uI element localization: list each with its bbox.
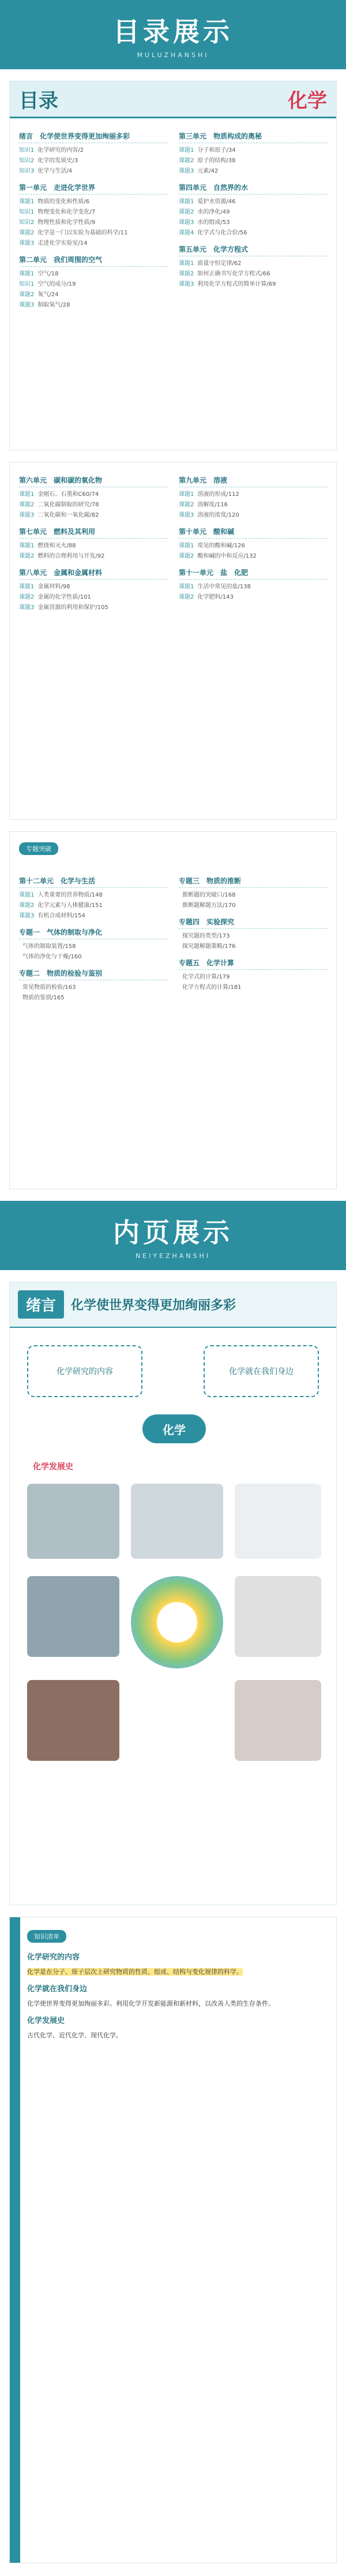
photo-3 bbox=[235, 1484, 321, 1559]
toc-entry[interactable] bbox=[179, 582, 327, 592]
toc-entry-number: 课题1 bbox=[179, 260, 194, 267]
toc-col-left bbox=[19, 125, 167, 311]
toc-entry[interactable] bbox=[179, 490, 327, 500]
toc-entry[interactable] bbox=[179, 983, 327, 993]
toc-entry-number: 课题3 bbox=[19, 240, 35, 247]
toc-entry-text: 有机合成材料/154 bbox=[37, 913, 85, 919]
toc-entry[interactable] bbox=[179, 279, 327, 290]
toc-label: 目录 bbox=[19, 89, 58, 113]
history-label: 化学发展史 bbox=[33, 1462, 73, 1472]
toc-entry-number: 课题1 bbox=[19, 892, 35, 898]
toc-columns bbox=[10, 863, 336, 1010]
toc-entry-number: 课题1 bbox=[19, 199, 35, 205]
toc-entry-text: 利用化学方程式的简单计算/69 bbox=[197, 281, 276, 288]
toc-entry[interactable] bbox=[19, 290, 167, 300]
toc-entry[interactable] bbox=[19, 500, 167, 510]
section-1-highlight: 化学是在分子、原子层次上研究物质的性质、组成、结构与变化规律的科学。 bbox=[27, 1968, 243, 1976]
section-1-text bbox=[27, 1966, 329, 1978]
toc-entry[interactable] bbox=[179, 259, 327, 269]
toc-entry[interactable] bbox=[179, 510, 327, 521]
toc-entry-text: 金刚石、石墨和C60/74 bbox=[37, 491, 99, 498]
toc-entry-text: 金属资源的利用和保护/105 bbox=[37, 604, 108, 611]
toc-entry-text: 化学是一门以实验为基础的科学/11 bbox=[37, 230, 128, 236]
inner-banner bbox=[0, 1201, 346, 1270]
toc-entry[interactable] bbox=[19, 279, 167, 290]
toc-entry-number: 课题3 bbox=[179, 219, 194, 226]
toc-entry-text: 探究题解题策略/176 bbox=[182, 943, 236, 950]
toc-entry[interactable] bbox=[19, 207, 167, 218]
section-2-title: 化学就在我们身边 bbox=[27, 1985, 88, 1993]
inner-banner-title: 内页展示 bbox=[113, 1216, 233, 1248]
knowledge-tag: 知识清单 bbox=[27, 1930, 66, 1943]
toc-entry[interactable] bbox=[19, 942, 167, 952]
toc-entry[interactable] bbox=[19, 911, 167, 921]
toc-entry[interactable] bbox=[19, 952, 167, 962]
toc-col-right bbox=[179, 125, 327, 311]
toc-unit-title[interactable]: 第八单元 金属和金属材料 bbox=[19, 568, 167, 580]
catalog-banner bbox=[0, 0, 346, 69]
toc-entry[interactable] bbox=[19, 300, 167, 311]
toc-entry-number: 知识2 bbox=[19, 158, 35, 164]
toc-entry-text: 推断题的突破口/168 bbox=[182, 892, 236, 898]
toc-page-3 bbox=[9, 831, 337, 1189]
toc-entry-text: 元素/42 bbox=[197, 168, 219, 174]
toc-entry-text: 空气的成分/19 bbox=[37, 281, 76, 288]
toc-entry-number: 课题2 bbox=[179, 553, 194, 559]
toc-entry-text: 燃料的合理利用与开发/92 bbox=[37, 553, 105, 559]
toc-unit-title[interactable]: 第三单元 物质构成的奥秘 bbox=[179, 131, 327, 143]
toc-entry-text: 物质的鉴别/165 bbox=[22, 995, 65, 1001]
toc-header bbox=[10, 81, 336, 118]
toc-entry[interactable] bbox=[19, 145, 167, 156]
toc-entry[interactable] bbox=[179, 207, 327, 218]
toc-entry-number: 课题3 bbox=[179, 512, 194, 518]
toc-entry[interactable] bbox=[19, 983, 167, 993]
toc-entry-number: 课题3 bbox=[19, 512, 35, 518]
toc-entry-text: 探究题的类型/173 bbox=[182, 933, 230, 939]
photo-2 bbox=[131, 1484, 223, 1559]
toc-entry[interactable] bbox=[19, 490, 167, 500]
toc-entry-text: 二氧化碳制取的研究/78 bbox=[37, 502, 99, 508]
toc-entry-text: 爱护水资源/46 bbox=[197, 199, 236, 205]
toc-entry[interactable] bbox=[19, 592, 167, 603]
toc-col-left bbox=[19, 870, 167, 1003]
toc-entry-number: 课题1 bbox=[179, 543, 194, 549]
toc-entry-number: 课题2 bbox=[179, 502, 194, 508]
toc-entry-number: 课题2 bbox=[19, 594, 35, 600]
toc-entry-text: 化学的发展史/3 bbox=[37, 158, 78, 164]
toc-entry[interactable] bbox=[179, 931, 327, 942]
toc-entry[interactable] bbox=[179, 218, 327, 228]
toc-entry[interactable] bbox=[19, 228, 167, 238]
toc-unit-title[interactable]: 绪言 化学使世界变得更加绚丽多彩 bbox=[19, 131, 167, 143]
toc-entry-text: 质量守恒定律/62 bbox=[197, 260, 242, 267]
toc-entry-text: 走进化学实验室/14 bbox=[37, 240, 88, 247]
toc-entry[interactable] bbox=[19, 510, 167, 521]
toc-entry-text: 原子的结构/38 bbox=[197, 158, 236, 164]
toc-entry-text: 常见物质的检验/163 bbox=[22, 984, 76, 991]
toc-entry-text: 如何正确书写化学方程式/66 bbox=[197, 271, 270, 277]
toc-entry[interactable] bbox=[179, 197, 327, 207]
toc-columns bbox=[10, 118, 336, 318]
toc-entry[interactable] bbox=[19, 156, 167, 166]
toc-unit-title[interactable]: 第十二单元 化学与生活 bbox=[19, 876, 167, 888]
toc-entry-text: 制取氧气/28 bbox=[37, 302, 70, 308]
toc-entry[interactable] bbox=[179, 500, 327, 510]
toc-unit-title[interactable]: 第九单元 溶液 bbox=[179, 475, 327, 487]
toc-entry[interactable] bbox=[19, 993, 167, 1003]
section-1-title: 化学研究的内容 bbox=[27, 1953, 80, 1962]
chapter-title: 化学使世界变得更加绚丽多彩 bbox=[71, 1298, 236, 1313]
toc-entry-number: 课题2 bbox=[19, 902, 35, 909]
toc-entry-number: 课题2 bbox=[19, 292, 35, 298]
toc-entry-number: 课题1 bbox=[179, 199, 194, 205]
toc-unit-title[interactable]: 专题四 实验探究 bbox=[179, 917, 327, 929]
inner-sidebar bbox=[10, 1917, 20, 2563]
toc-entry-number: 课题2 bbox=[179, 209, 194, 215]
toc-entry[interactable] bbox=[179, 592, 327, 603]
toc-entry[interactable] bbox=[19, 551, 167, 562]
toc-entry-text: 化学方程式的计算/181 bbox=[182, 984, 242, 991]
toc-entry-number: 课题2 bbox=[179, 271, 194, 277]
toc-unit-title[interactable]: 第一单元 走进化学世界 bbox=[19, 182, 167, 195]
toc-entry-text: 化学肥料/143 bbox=[197, 594, 234, 600]
toc-entry-number: 课题2 bbox=[19, 553, 35, 559]
toc-entry-text: 溶液的形成/112 bbox=[197, 491, 239, 498]
toc-entry-text: 氧气/24 bbox=[37, 292, 59, 298]
toc-entry-text: 水的净化/49 bbox=[197, 209, 230, 215]
toc-entry[interactable] bbox=[179, 156, 327, 166]
section-2-text: 化学使世界变得更加绚丽多彩。利用化学开发新能源和新材料，以改善人类的生存条件。 bbox=[27, 2000, 274, 2007]
toc-entry-text: 化学式的计算/179 bbox=[182, 974, 230, 980]
toc-entry[interactable] bbox=[179, 901, 327, 911]
inner-banner-subtitle: NEIYEZHANSHI bbox=[135, 1252, 211, 1260]
toc-entry-text: 物质的变化和性质/6 bbox=[37, 199, 90, 205]
toc-entry-number: 课题1 bbox=[19, 271, 35, 277]
toc-col-right bbox=[179, 469, 327, 613]
toc-entry-number: 课题2 bbox=[179, 594, 194, 600]
toc-entry-text: 燃烧和灭火/88 bbox=[37, 543, 76, 549]
toc-unit-title[interactable]: 第四单元 自然界的水 bbox=[179, 182, 327, 195]
toc-entry-text: 人类重要的营养物质/148 bbox=[37, 892, 103, 898]
toc-entry-text: 二氧化碳和一氧化碳/82 bbox=[37, 512, 99, 518]
toc-entry-number: 课题2 bbox=[179, 158, 194, 164]
toc-entry[interactable] bbox=[19, 901, 167, 911]
toc-page-2 bbox=[9, 462, 337, 820]
toc-entry-text: 空气/18 bbox=[37, 271, 59, 277]
toc-unit-title[interactable]: 专题三 物质的推断 bbox=[179, 876, 327, 888]
toc-entry[interactable] bbox=[19, 238, 167, 249]
photo-6 bbox=[27, 1680, 119, 1761]
toc-entry-number: 知识3 bbox=[19, 168, 35, 174]
toc-entry-text: 酸和碱的中和反应/132 bbox=[197, 553, 257, 559]
toc-entry-text: 物理变化和化学变化/7 bbox=[37, 209, 96, 215]
toc-entry-text: 推断题解题方法/170 bbox=[182, 902, 236, 909]
chapter-badge: 绪言 bbox=[18, 1290, 64, 1319]
toc-entry-number: 课题3 bbox=[19, 913, 35, 919]
section-3-text: 古代化学、近代化学、现代化学。 bbox=[27, 2032, 122, 2039]
toc-entry-text: 化学式与化合价/56 bbox=[197, 230, 247, 236]
toc-unit-title[interactable]: 第六单元 碳和碳的氧化物 bbox=[19, 475, 167, 487]
toc-entry-number: 课题3 bbox=[179, 281, 194, 288]
toc-entry-number: 课题1 bbox=[179, 147, 194, 154]
toc-entry[interactable] bbox=[19, 166, 167, 177]
photo-4 bbox=[27, 1576, 119, 1657]
special-topic-tag: 专题突破 bbox=[19, 842, 58, 855]
toc-entry[interactable] bbox=[19, 269, 167, 279]
toc-entry-number: 课题1 bbox=[179, 584, 194, 590]
toc-entry-text: 气体的制取装置/158 bbox=[22, 943, 76, 950]
toc-entry-text: 分子和原子/34 bbox=[197, 147, 236, 154]
photo-7 bbox=[235, 1680, 321, 1761]
toc-entry-text: 气体的净化与干燥/160 bbox=[22, 954, 82, 960]
photo-1 bbox=[27, 1484, 119, 1559]
toc-entry-number: 知识2 bbox=[19, 219, 35, 226]
inner-page-2 bbox=[9, 1917, 337, 2563]
toc-entry[interactable] bbox=[19, 541, 167, 551]
toc-unit-title[interactable]: 第二单元 我们周围的空气 bbox=[19, 255, 167, 267]
center-topic: 化学 bbox=[142, 1414, 206, 1443]
toc-entry-number: 知识1 bbox=[19, 209, 35, 215]
toc-entry-number: 知识1 bbox=[19, 281, 35, 288]
catalog-banner-title: 目录展示 bbox=[113, 16, 233, 47]
toc-entry-number: 课题3 bbox=[179, 168, 194, 174]
toc-entry-text: 金属材料/98 bbox=[37, 584, 70, 590]
toc-entry[interactable] bbox=[179, 166, 327, 177]
toc-unit-title[interactable]: 第七单元 燃料及其利用 bbox=[19, 527, 167, 539]
toc-entry-text: 水的组成/53 bbox=[197, 219, 230, 226]
toc-unit-title[interactable]: 专题一 气体的制取与净化 bbox=[19, 927, 167, 939]
toc-entry-text: 生活中常见的盐/138 bbox=[197, 584, 251, 590]
chapter-header bbox=[10, 1282, 336, 1328]
toc-entry-text: 溶液的浓度/120 bbox=[197, 512, 239, 518]
toc-entry[interactable] bbox=[179, 972, 327, 983]
toc-entry[interactable] bbox=[179, 269, 327, 279]
toc-entry-number: 课题3 bbox=[19, 604, 35, 611]
toc-entry-text: 常见的酸和碱/126 bbox=[197, 543, 245, 549]
toc-entry-number: 课题2 bbox=[19, 502, 35, 508]
toc-entry-text: 化学元素与人体健康/151 bbox=[37, 902, 103, 909]
toc-entry-text: 物理性质和化学性质/9 bbox=[37, 219, 96, 226]
toc-col-right bbox=[179, 870, 327, 1003]
toc-entry[interactable] bbox=[179, 145, 327, 156]
inner-page-1 bbox=[9, 1282, 337, 1905]
toc-entry-text: 溶解度/116 bbox=[197, 502, 228, 508]
section-3-title: 化学发展史 bbox=[27, 2017, 65, 2025]
toc-columns bbox=[10, 462, 336, 620]
toc-entry[interactable] bbox=[179, 551, 327, 562]
toc-entry[interactable] bbox=[19, 890, 167, 901]
toc-unit-title[interactable]: 专题二 物质的检验与鉴别 bbox=[19, 968, 167, 980]
toc-entry-number: 课题1 bbox=[179, 491, 194, 498]
toc-entry[interactable] bbox=[179, 541, 327, 551]
toc-entry-text: 化学与生活/4 bbox=[37, 168, 73, 174]
toc-entry-number: 课题1 bbox=[19, 543, 35, 549]
toc-entry[interactable] bbox=[19, 218, 167, 228]
toc-entry[interactable] bbox=[179, 942, 327, 952]
toc-unit-title[interactable]: 第五单元 化学方程式 bbox=[179, 244, 327, 256]
subject-label: 化学 bbox=[288, 89, 327, 113]
toc-unit-title[interactable]: 专题五 化学计算 bbox=[179, 958, 327, 970]
toc-entry[interactable] bbox=[19, 603, 167, 613]
toc-page-1 bbox=[9, 81, 337, 450]
periodic-wheel bbox=[131, 1576, 223, 1668]
toc-entry-number: 课题1 bbox=[19, 491, 35, 498]
toc-unit-title[interactable]: 第十单元 酸和碱 bbox=[179, 527, 327, 539]
toc-entry[interactable] bbox=[19, 582, 167, 592]
toc-entry-number: 知识1 bbox=[19, 147, 35, 154]
toc-entry-number: 课题3 bbox=[19, 302, 35, 308]
bubble-left: 化学研究的内容 bbox=[27, 1345, 142, 1397]
toc-entry[interactable] bbox=[179, 228, 327, 238]
toc-entry-number: 课题1 bbox=[19, 584, 35, 590]
toc-col-left bbox=[19, 469, 167, 613]
toc-unit-title[interactable]: 第十一单元 盐 化肥 bbox=[179, 568, 327, 580]
toc-entry-number: 课题4 bbox=[179, 230, 194, 236]
toc-entry[interactable] bbox=[19, 197, 167, 207]
toc-entry-text: 金属的化学性质/101 bbox=[37, 594, 91, 600]
toc-entry-number: 课题2 bbox=[19, 230, 35, 236]
toc-entry[interactable] bbox=[179, 890, 327, 901]
toc-entry-text: 化学研究的内容/2 bbox=[37, 147, 84, 154]
photo-5 bbox=[235, 1576, 321, 1657]
catalog-banner-subtitle: MULUZHANSHI bbox=[137, 51, 209, 59]
bubble-right: 化学就在我们身边 bbox=[204, 1345, 319, 1397]
